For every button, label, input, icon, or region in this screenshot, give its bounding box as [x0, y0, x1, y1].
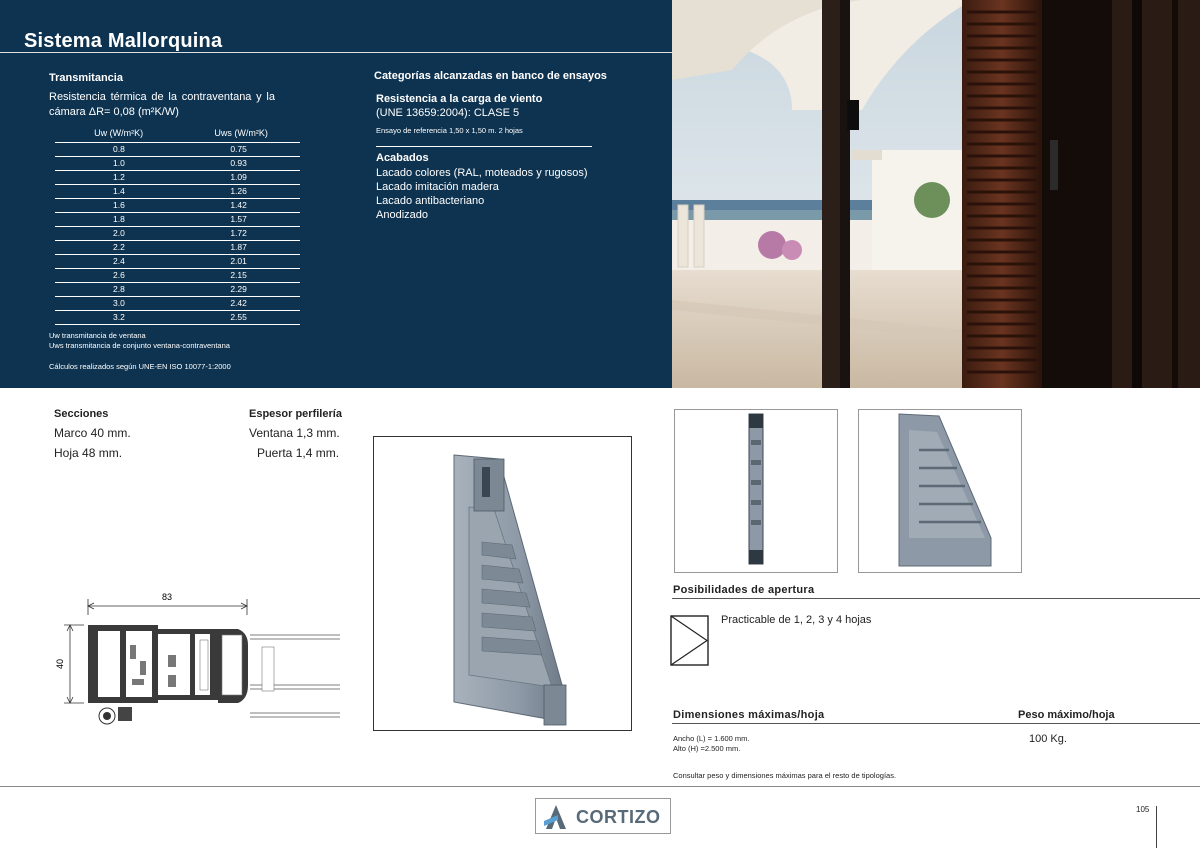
table-row — [55, 156, 300, 170]
terrace-shutter-photo — [672, 0, 1200, 388]
wind-test-reference: Ensayo de referencia 1,50 x 1,50 m. 2 hojas — [376, 126, 523, 135]
profile-3d-image — [373, 436, 632, 731]
transmitancia-table — [55, 126, 300, 325]
table-row — [55, 296, 300, 310]
acabado-item: Anodizado — [376, 209, 428, 221]
column-header-uws: Uws (W/m²K) — [182, 126, 300, 142]
uws-cell: 2.15 — [182, 268, 300, 282]
uw-cell: 2.2 — [55, 240, 182, 254]
apertura-heading: Posibilidades de apertura — [673, 584, 815, 596]
uws-cell: 1.72 — [182, 226, 300, 240]
ventana-value: Ventana 1,3 mm. — [249, 426, 340, 440]
note-uw: Uw transmitancia de ventana — [49, 331, 146, 340]
acabados-title: Acabados — [376, 152, 429, 164]
wind-resistance-title: Resistencia a la carga de viento — [376, 93, 543, 105]
shutter-section-image — [674, 409, 838, 573]
uws-cell: 1.26 — [182, 184, 300, 198]
shutter-3d-section-image — [858, 409, 1022, 573]
uw-cell: 3.2 — [55, 310, 182, 324]
hero-panel — [0, 0, 672, 388]
apertura-text: Practicable de 1, 2, 3 y 4 hojas — [721, 614, 872, 626]
uws-cell: 2.29 — [182, 282, 300, 296]
uws-cell: 1.42 — [182, 198, 300, 212]
acabado-item: Lacado antibacteriano — [376, 195, 485, 207]
transmitancia-heading: Transmitancia — [49, 72, 123, 84]
calculation-note: Cálculos realizados según UNE-EN ISO 10077-1:2000 — [49, 362, 231, 371]
categorias-rule — [376, 146, 592, 147]
acabado-item: Lacado imitación madera — [376, 181, 499, 193]
cortizo-logo-icon — [542, 803, 570, 831]
consult-note: Consultar peso y dimensiones máximas para el resto de tipologías. — [673, 771, 897, 780]
uws-cell: 1.09 — [182, 170, 300, 184]
uw-cell: 2.0 — [55, 226, 182, 240]
uws-cell: 2.01 — [182, 254, 300, 268]
table-row — [55, 310, 300, 324]
dimensiones-values — [673, 734, 750, 754]
note-uws: Uws transmitancia de conjunto ventana-contraventana — [49, 341, 230, 350]
uw-cell: 1.8 — [55, 212, 182, 226]
title-rule — [0, 52, 672, 53]
table-row — [55, 268, 300, 282]
transmitancia-notes — [49, 331, 230, 351]
cortizo-logo — [535, 798, 671, 834]
table-row — [55, 254, 300, 268]
uws-cell: 2.55 — [182, 310, 300, 324]
uw-cell: 1.4 — [55, 184, 182, 198]
table-row — [55, 212, 300, 226]
table-header-row — [55, 126, 300, 142]
secciones-heading: Secciones — [54, 408, 109, 420]
dimensiones-heading: Dimensiones máximas/hoja — [673, 709, 825, 721]
apertura-rule — [672, 598, 1200, 599]
uw-cell: 1.2 — [55, 170, 182, 184]
uws-cell: 1.57 — [182, 212, 300, 226]
brand-name: CORTIZO — [576, 807, 661, 827]
uw-cell: 3.0 — [55, 296, 182, 310]
transmitancia-description: Resistencia térmica de la contraventana y la cámara ΔR= 0,08 (m²K/W) — [49, 91, 275, 118]
uw-cell: 2.6 — [55, 268, 182, 282]
column-header-uw: Uw (W/m²K) — [55, 126, 182, 142]
footer-rule — [0, 786, 1200, 787]
page-title: Sistema Mallorquina — [24, 30, 223, 52]
uws-cell: 1.87 — [182, 240, 300, 254]
page-number: 105 — [1136, 805, 1150, 814]
categorias-heading: Categorías alcanzadas en banco de ensayos — [374, 70, 607, 82]
hoja-value: Hoja 48 mm. — [54, 446, 123, 460]
acabados-list — [376, 166, 588, 222]
uw-cell: 0.8 — [55, 142, 182, 156]
width-dimension-label: 83 — [161, 592, 173, 602]
uw-cell: 1.6 — [55, 198, 182, 212]
opening-type-icon — [670, 615, 710, 667]
uws-cell: 0.93 — [182, 156, 300, 170]
puerta-value: Puerta 1,4 mm. — [257, 446, 340, 460]
table-row — [55, 170, 300, 184]
acabado-item: Lacado colores (RAL, moteados y rugosos) — [376, 167, 588, 179]
transmitancia-table-body — [55, 142, 300, 324]
alto-value: Alto (H) =2.500 mm. — [673, 744, 741, 753]
table-row — [55, 198, 300, 212]
profile-section-drawing — [50, 585, 350, 735]
table-row — [55, 240, 300, 254]
table-row — [55, 142, 300, 156]
uw-cell: 2.8 — [55, 282, 182, 296]
peso-heading: Peso máximo/hoja — [1018, 709, 1115, 721]
table-row — [55, 226, 300, 240]
marco-value: Marco 40 mm. — [54, 426, 131, 440]
page-number-rule — [1156, 806, 1157, 848]
peso-value: 100 Kg. — [1029, 733, 1067, 745]
height-dimension-label: 40 — [55, 658, 65, 670]
dimensiones-rule — [672, 723, 1200, 724]
uw-cell: 2.4 — [55, 254, 182, 268]
uw-cell: 1.0 — [55, 156, 182, 170]
uws-cell: 0.75 — [182, 142, 300, 156]
table-row — [55, 184, 300, 198]
ancho-value: Ancho (L) = 1.600 mm. — [673, 734, 750, 743]
espesor-heading: Espesor perfilería — [249, 408, 342, 420]
uws-cell: 2.42 — [182, 296, 300, 310]
table-row — [55, 282, 300, 296]
wind-resistance-norm: (UNE 13659:2004): CLASE 5 — [376, 107, 520, 119]
